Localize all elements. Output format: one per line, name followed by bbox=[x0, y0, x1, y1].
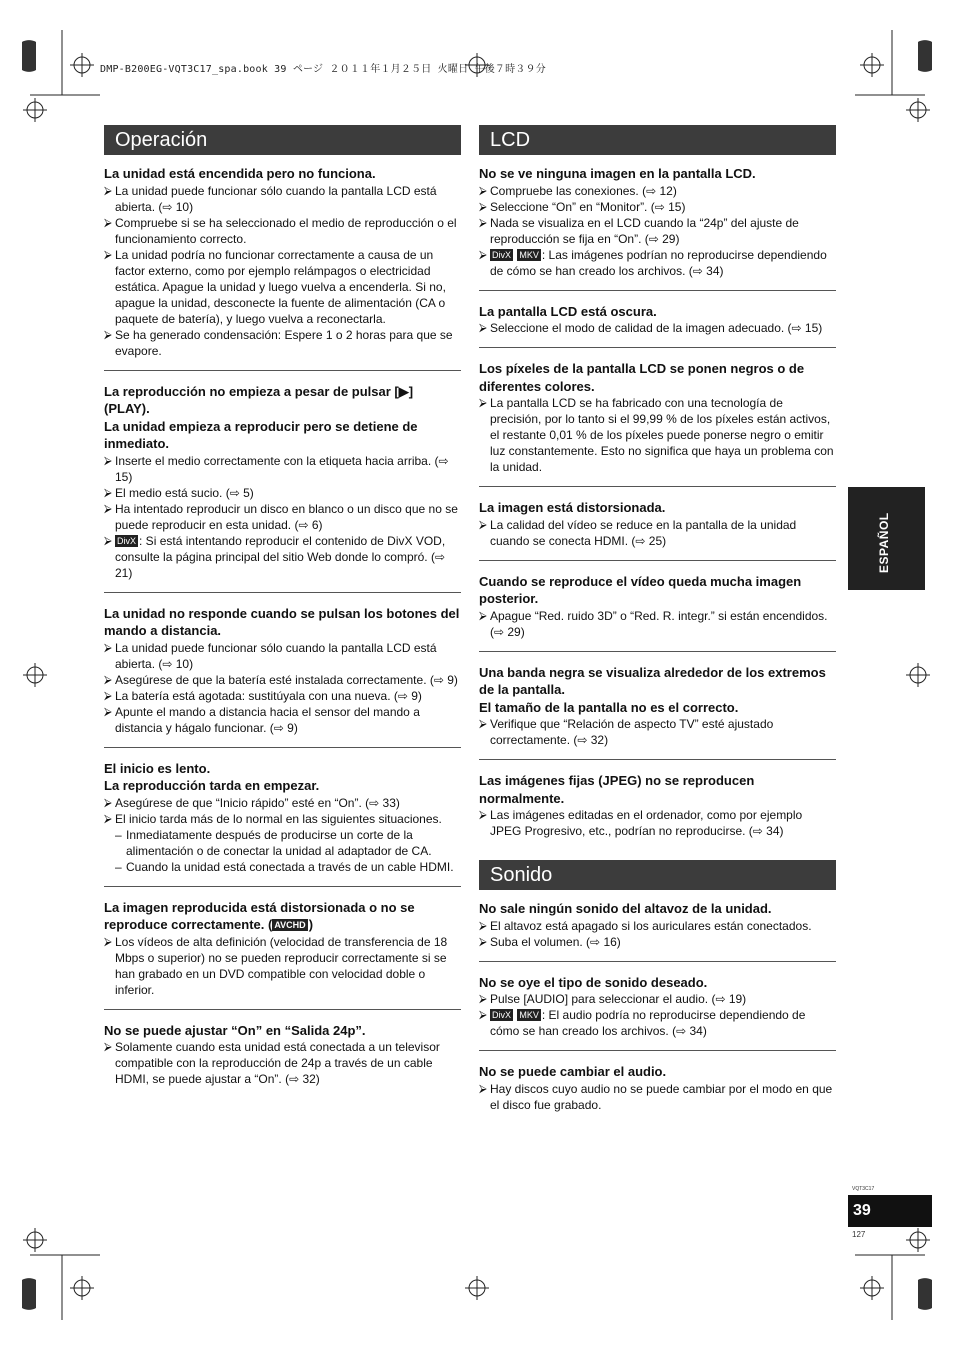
left-column bbox=[104, 125, 461, 1108]
model-code: VQT3C17 bbox=[852, 1186, 875, 1192]
faq-block bbox=[479, 898, 836, 962]
target-mark-tl bbox=[70, 53, 94, 77]
faq-question: La unidad empieza a reproducir pero se detiene de inmediato. bbox=[104, 418, 418, 451]
target-mark-ml bbox=[23, 98, 47, 122]
faq-answer: ⮚ La unidad puede funcionar sólo cuando la pantalla LCD está abierta. (⇨ 10) bbox=[104, 183, 437, 214]
faq-question: Una banda negra se visualiza alrededor de los extremos de la pantalla. bbox=[479, 664, 826, 697]
divx-badge: DivX bbox=[492, 1010, 512, 1020]
faq-question: Cuando se reproduce el vídeo queda mucha imagen posterior. bbox=[479, 573, 802, 606]
faq-sub-answer: – Inmediatamente después de producirse un corte de la alimentación o de conectar la unidad al adaptador de CA. bbox=[115, 827, 432, 858]
faq-block bbox=[104, 1020, 461, 1099]
faq-block bbox=[104, 163, 461, 371]
faq-answer: ⮚ Asegúrese de que la batería esté instalada correctamente. (⇨ 9) bbox=[104, 672, 458, 687]
faq-block bbox=[104, 381, 461, 593]
faq-answer: ⮚ El medio está sucio. (⇨ 5) bbox=[104, 485, 254, 500]
faq-answer: ⮚ Compruebe si se ha seleccionado el medio de reproducción o el funcionamiento correcto. bbox=[104, 215, 457, 246]
target-mark-bl1 bbox=[23, 1228, 47, 1252]
divx-badge: DivX bbox=[492, 249, 512, 260]
faq-question: No sale ningún sonido del altavoz de la unidad. bbox=[479, 901, 772, 916]
faq-question: La unidad no responde cuando se pulsan los botones del mando a distancia. bbox=[104, 605, 460, 638]
target-mark-bc bbox=[465, 1276, 489, 1300]
faq-sub-answer: – Cuando la unidad está conectada a través de un cable HDMI. bbox=[115, 859, 454, 874]
faq-answer: ⮚ La pantalla LCD se ha fabricado con una tecnología de precisión, por lo tanto si el 99,99 % de los píxeles están activos, el restante 0,01 % de los píxeles puede ponerse negro o emitir luz constantemente. Esto no significa que haya un problema con la unidad. bbox=[479, 396, 834, 474]
faq-answer: ⮚ Verifique que “Relación de aspecto TV” esté ajustado correctamente. (⇨ 32) bbox=[479, 717, 774, 747]
target-mark-br1 bbox=[906, 1228, 930, 1252]
faq-block bbox=[479, 358, 836, 487]
faq-block bbox=[479, 972, 836, 1052]
faq-answer: ⮚ Las imágenes editadas en el ordenador, como por ejemplo JPEG Progresivo, etc., podrían no reproducirse. (⇨ 34) bbox=[479, 808, 803, 838]
faq-question: Los píxeles de la pantalla LCD se ponen negros o de diferentes colores. bbox=[479, 361, 805, 394]
right-column bbox=[479, 125, 836, 1134]
faq-question: La reproducción tarda en empezar. bbox=[104, 778, 320, 793]
faq-answer: ⮚ DivX MKV : El audio podría no reproducirse dependiendo de cómo se han creado los archivos. (⇨ 34) bbox=[479, 1008, 806, 1038]
faq-answer: ⮚ Los vídeos de alta definición (velocidad de transferencia de 18 Mbps o superior) no se pueden reproducir correctamente si se han grabado en un DVD compatible con velocidad doble o inferior. bbox=[104, 934, 448, 997]
avchd-badge: AVCHD bbox=[274, 920, 306, 930]
faq-block bbox=[479, 497, 836, 561]
target-mark-mr bbox=[906, 98, 930, 122]
language-side-tab: ESPAÑOL bbox=[848, 487, 925, 590]
faq-question: La pantalla LCD está oscura. bbox=[479, 303, 657, 319]
faq-answer: ⮚ Hay discos cuyo audio no se puede cambiar por el modo en que el disco fue grabado. bbox=[479, 1081, 833, 1112]
target-mark-br bbox=[860, 1276, 884, 1300]
faq-question: El inicio es lento. bbox=[104, 760, 211, 776]
faq-answer: ⮚ Seleccione el modo de calidad de la imagen adecuado. (⇨ 15) bbox=[479, 321, 823, 335]
faq-answer: ⮚ Compruebe las conexiones. (⇨ 12) bbox=[479, 183, 677, 198]
page-number: 39 bbox=[848, 1195, 932, 1227]
faq-block bbox=[479, 1061, 836, 1124]
faq-question: La imagen reproducida está distorsionada o no se reproduce correctamente. ( AVCHD ) bbox=[104, 899, 415, 932]
target-mark-l bbox=[23, 663, 47, 687]
faq-answer: ⮚ Ha intentado reproducir un disco en blanco o un disco que no se puede reproducir en esta unidad. (⇨ 6) bbox=[104, 501, 458, 532]
faq-block bbox=[479, 571, 836, 652]
faq-question: No se oye el tipo de sonido deseado. bbox=[479, 974, 708, 990]
divx-badge: DivX bbox=[117, 535, 137, 546]
faq-question: La reproducción no empieza a pesar de pulsar [▶] (PLAY). bbox=[104, 383, 414, 416]
faq-answer: ⮚ La batería está agotada: sustitúyala con una nueva. (⇨ 9) bbox=[104, 688, 422, 703]
faq-answer: ⮚ El inicio tarda más de lo normal en las siguientes situaciones. bbox=[104, 811, 442, 826]
target-mark-tr bbox=[860, 53, 884, 77]
faq-answer: ⮚ La calidad del vídeo se reduce en la pantalla de la unidad cuando se conecta HDMI. (⇨ 25) bbox=[479, 517, 797, 548]
section-title-sonido: Sonido bbox=[479, 860, 836, 890]
faq-question: El tamaño de la pantalla no es el correcto. bbox=[479, 699, 739, 715]
faq-answer: ⮚ DivX MKV : Las imágenes podrían no reproducirse dependiendo de cómo se han creado los archivos. (⇨ 34) bbox=[479, 247, 827, 278]
faq-question: La unidad está encendida pero no funciona. bbox=[104, 166, 376, 181]
faq-answer: ⮚ El altavoz está apagado si los auriculares están conectados. bbox=[479, 918, 812, 933]
mkv-badge: MKV bbox=[519, 249, 539, 260]
faq-answer: ⮚ Inserte el medio correctamente con la etiqueta hacia arriba. (⇨ 15) bbox=[104, 453, 449, 484]
target-mark-bl bbox=[70, 1276, 94, 1300]
section-title-operacion: Operación bbox=[104, 125, 461, 155]
faq-answer: ⮚ Solamente cuando esta unidad está conectada a un televisor compatible con la reproducción de 24p a través de un cable HDMI, se puede ajustar a “On”. (⇨ 32) bbox=[104, 1040, 440, 1086]
faq-block bbox=[479, 163, 836, 291]
faq-block bbox=[479, 301, 836, 349]
faq-answer: ⮚ Pulse [AUDIO] para seleccionar el audio. (⇨ 19) bbox=[479, 992, 747, 1006]
faq-answer: ⮚ Seleccione “On” en “Monitor”. (⇨ 15) bbox=[479, 199, 686, 214]
faq-block bbox=[104, 603, 461, 748]
mkv-badge: MKV bbox=[519, 1010, 539, 1020]
faq-answer: ⮚ Asegúrese de que “Inicio rápido” esté en “On”. (⇨ 33) bbox=[104, 795, 400, 810]
faq-answer: ⮚ DivX : Si está intentando reproducir el contenido de DivX VOD, consulte la página principal del sitio Web donde lo compró. (⇨ 21) bbox=[104, 533, 446, 580]
faq-answer: ⮚ Apunte el mando a distancia hacia el sensor del mando a distancia y hágalo funcionar. (⇨ 9) bbox=[104, 704, 420, 735]
faq-answer: ⮚ Apague “Red. ruido 3D” o “Red. R. integr.” si están encendidos. (⇨ 29) bbox=[479, 608, 828, 639]
faq-block bbox=[479, 770, 836, 850]
faq-answer: ⮚ Nada se visualiza en el LCD cuando la “24p” del ajuste de reproducción se fija en “On”. (⇨ 29) bbox=[479, 215, 799, 246]
faq-answer: ⮚ La unidad puede funcionar sólo cuando la pantalla LCD está abierta. (⇨ 10) bbox=[104, 640, 437, 671]
faq-block bbox=[479, 662, 836, 761]
faq-block bbox=[104, 897, 461, 1010]
target-mark-r bbox=[906, 663, 930, 687]
faq-block bbox=[104, 758, 461, 887]
faq-question: No se ve ninguna imagen en la pantalla LCD. bbox=[479, 166, 756, 181]
faq-question: Las imágenes fijas (JPEG) no se reproducen normalmente. bbox=[479, 773, 755, 806]
print-header: DMP-B200EG-VQT3C17_spa.book 39 ページ ２０１１年１月２５日 火曜日 午後７時３９分 bbox=[100, 64, 546, 75]
faq-answer: ⮚ La unidad podría no funcionar correctamente a causa de un factor externo, como por ejemplo relámpagos o electricidad estática. Apague la unidad y luego vuelva a encenderla. Si no, apague la unidad, desconecte la fuente de alimentación (CA o paquete de batería), y luego vuelva a reconectarla. bbox=[104, 247, 446, 326]
page-sub-number: 127 bbox=[852, 1230, 866, 1239]
faq-question: No se puede cambiar el audio. bbox=[479, 1064, 667, 1079]
section-title-lcd: LCD bbox=[479, 125, 836, 155]
faq-question: La imagen está distorsionada. bbox=[479, 500, 666, 515]
faq-answer: ⮚ Se ha generado condensación: Espere 1 o 2 horas para que se evapore. bbox=[104, 327, 453, 358]
faq-answer: ⮚ Suba el volumen. (⇨ 16) bbox=[479, 934, 621, 949]
faq-question: No se puede ajustar “On” en “Salida 24p”. bbox=[104, 1022, 366, 1038]
